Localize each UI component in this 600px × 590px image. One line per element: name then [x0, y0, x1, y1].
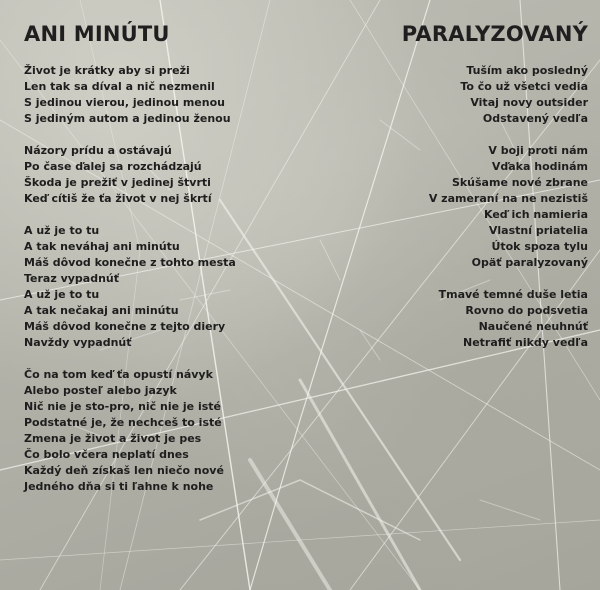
- lyric-line: To čo už všetci vedia: [460, 80, 588, 93]
- lyric-line: Teraz vypadnúť: [24, 272, 120, 285]
- lyric-line: Skúšame nové zbrane: [451, 176, 588, 189]
- lyric-line: Odstavený vedľa: [482, 112, 588, 125]
- stanza: [24, 367, 236, 495]
- stanza: [24, 63, 236, 127]
- lyric-line: Čo bolo včera neplatí dnes: [24, 448, 189, 461]
- lyrics-paralyzovany: [429, 63, 588, 367]
- lyric-line: Tmavé temné duše letia: [438, 288, 588, 301]
- lyric-line: Rovno do podsvetia: [465, 304, 588, 317]
- song-title-ani-minutu: ANI MINÚTU: [24, 22, 170, 46]
- lyric-line: S jedinou vierou, jedinou menou: [24, 96, 225, 109]
- lyric-line: Podstatné je, že nechceš to isté: [24, 416, 222, 429]
- lyric-line: Vlastní priatelia: [488, 224, 588, 237]
- lyric-line: A tak neváhaj ani minútu: [24, 240, 180, 253]
- lyric-line: Máš dôvod konečne z tejto diery: [24, 320, 226, 333]
- lyric-line: Naučené neuhnúť: [478, 320, 588, 333]
- lyric-line: Navždy vypadnúť: [24, 336, 132, 349]
- lyric-line: Keď ich namieria: [483, 208, 588, 221]
- lyric-line: S jediným autom a jedinou ženou: [24, 112, 231, 125]
- lyric-line: Vitaj novy outsider: [470, 96, 588, 109]
- lyric-line: Alebo posteľ alebo jazyk: [24, 384, 177, 397]
- lyric-line: Čo na tom keď ťa opustí návyk: [24, 368, 213, 381]
- lyric-line: Nič nie je sto-pro, nič nie je isté: [24, 400, 222, 413]
- lyric-line: Opäť paralyzovaný: [471, 256, 588, 269]
- stanza: [24, 223, 236, 351]
- lyric-line: Každý deň získaš len niečo nové: [24, 464, 224, 477]
- lyric-line: A už je to tu: [24, 288, 100, 301]
- lyric-line: Jedného dňa si ti ľahne k nohe: [24, 480, 214, 493]
- song-title-paralyzovany: PARALYZOVANÝ: [401, 22, 588, 46]
- lyric-line: Len tak sa díval a nič nezmenil: [24, 80, 215, 93]
- lyric-line: Máš dôvod konečne z tohto mesta: [24, 256, 236, 269]
- stanza: [429, 63, 588, 127]
- lyric-line: Škoda je prežiť v jedinej štvrti: [24, 176, 211, 189]
- lyric-line: V zameraní na ne nezistiš: [428, 192, 588, 205]
- lyric-line: A tak nečakaj ani minútu: [24, 304, 179, 317]
- lyric-line: Vďaka hodinám: [491, 160, 588, 173]
- stanza: [429, 287, 588, 351]
- lyric-line: Názory prídu a ostávajú: [24, 144, 172, 157]
- lyric-line: Po čase ďalej sa rozchádzajú: [24, 160, 202, 173]
- lyric-line: Keď cítiš že ťa život v nej škrtí: [24, 192, 212, 205]
- lyric-line: Netrafiť nikdy vedľa: [462, 336, 588, 349]
- stanza: [429, 143, 588, 271]
- lyrics-ani-minutu: [24, 63, 236, 511]
- lyric-line: V boji proti nám: [488, 144, 588, 157]
- lyric-line: Zmena je život a život je pes: [24, 432, 202, 445]
- lyric-line: Život je krátky aby si preži: [24, 64, 190, 77]
- lyric-line: Tuším ako posledný: [466, 64, 588, 77]
- lyric-line: Útok spoza tylu: [491, 240, 588, 253]
- stanza: [24, 143, 236, 207]
- lyric-line: A už je to tu: [24, 224, 100, 237]
